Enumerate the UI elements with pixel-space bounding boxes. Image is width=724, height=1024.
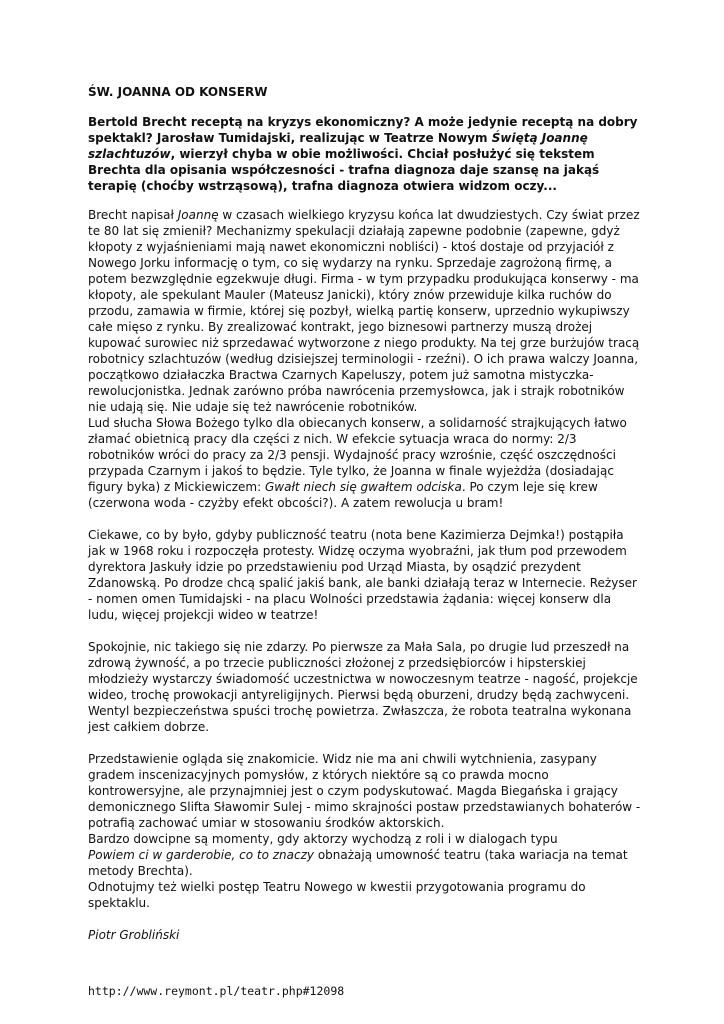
paragraph-7-text: obnażają umowność teatru (taka wariacja na temat metody Brechta).: [88, 848, 628, 878]
paragraph-1-text-continued: w czasach wielkiego kryzysu końca lat dwudziestych. Czy świat przez te 80 lat się zmienił? Mechanizmy spekulacji działają zapewne podobnie (zapewne, gdyż kłopoty z wyjaśnieniami mają nawet ekonomiczni nobliści) - ktoś dostaje od przyjaciół z Nowego Jorku informację o tym, co się wydarzy na rynku. Sprzedaje zagrożoną firmę, a potem bezwzględnie egzekwuje długi. Firma - w tym przypadku produkująca konserwy - ma kłopoty, ale spekulant Mauler (Mateusz Janicki), który znów przewiduje kilka ruchów do przodu, zamawia w firmie, której się pozbył, wielką partię konserw, uprzednio wykupiwszy całe mięso z rynku. By zrealizować kontrakt, jego biznesowi partnerzy muszą drożej kupować surowiec niż sprzedawać wytworzone z niego produkty. Na tej grze burżujów tracą robotnicy szlachtuzów (według dzisiejszej terminologii - rzeźni). O ich prawa walczy Joanna, początkowo działaczka Bractwa Czarnych Kapeluszy, potem już samotna mistyczka-rewolucjonistka. Jednak zarówno próba nawrócenia przemysłowca, jak i strajk robotników nie udają się. Nie udaje się też nawrócenie robotników.: [88, 208, 640, 414]
body-section-3: [88, 639, 644, 735]
paragraph-4: Spokojnie, nic takiego się nie zdarzy. Po pierwsze za Mała Sala, po drugie lud przeszedł na zdrową żywność, a po trzecie publiczności złożonej z przedsiębiorców i hipsterskiej młodzieży wystarczy świadomość uczestnictwa w nowoczesnym teatrze - nagość, projekcje wideo, trochę prowokacji antyreligijnych. Pierwsi będą oburzeni, drudzy będą zachwyceni. Wentyl bezpieczeństwa spuści trochę powietrza. Zwłaszcza, że robota teatralna wykonana jest całkiem dobrze.: [88, 640, 638, 734]
paragraph-7-quote: Powiem ci w garderobie, co to znaczy: [88, 848, 315, 862]
paragraph-1-text: Brecht napisał: [88, 208, 178, 222]
paragraph-1: [88, 207, 644, 415]
body-section-2: [88, 527, 644, 623]
lead-text: Bertold Brecht receptą na kryzys ekonomiczny? A może jedynie receptą na dobry spektakl? Jarosław Tumidajski, realizując w Teatrze Nowym: [88, 115, 638, 145]
paragraph-2-text-continued: . Po czym leje się krew (czerwona woda - czyżby efekt obcości?). A zatem rewolucja u bram!: [88, 480, 598, 510]
paragraph-2-quote: Gwałt niech się gwałtem odciska: [264, 480, 462, 494]
article-author: Piotr Grobliński: [88, 928, 180, 942]
paragraph-7: [88, 847, 644, 879]
article-lead: [88, 114, 644, 194]
source-url: http://www.reymont.pl/teatr.php#12098: [88, 984, 345, 998]
article-title: ŚW. JOANNA OD KONSERW: [88, 85, 268, 99]
document-page: [88, 84, 644, 999]
paragraph-1-italic: Joannę: [177, 208, 219, 222]
paragraph-3: Ciekawe, co by było, gdyby publiczność teatru (nota bene Kazimierza Dejmka!) postąpiła jak w 1968 roku i rozpoczęła protesty. Widzę oczyma wyobraźni, jak tłum pod przewodem dyrektora Jaskuły idzie po przedstawieniu pod Urząd Miasta, by osądzić prezydent Zdanowską. Po drodze chcą spalić jakiś bank, ale banki działają teraz w Internecie. Reżyser - nomen omen Tumidajski - na placu Wolności przedstawia żądania: więcej konserw dla ludu, więcej projekcji wideo w teatrze!: [88, 528, 637, 622]
lead-text-continued: , wierzył chyba w obie możliwości. Chciał posłużyć się tekstem Brechta dla opisania współczesności - trafna diagnoza daje szansę na jakąś terapię (choćby wstrząsową), trafna diagnoza otwiera widzom oczy...: [88, 147, 600, 193]
body-section-1: [88, 207, 644, 511]
paragraph-6: Bardzo dowcipne są momenty, gdy aktorzy wychodzą z roli i w dialogach typu: [88, 832, 558, 846]
paragraph-2: [88, 415, 644, 511]
paragraph-2-text: Lud słucha Słowa Bożego tylko dla obiecanych konserw, a solidarność strajkujących łatwo złamać obietnicą pracy dla części z nich. W efekcie sytuacja wraca do normy: 2/3 robotników wróci do pracy za 2/3 pensji. Wydajność pracy wzrośnie, część oszczędności przypada Czarnym i jakoś to będzie. Tyle tylko, że Joanna w finale wyjeżdża (dosiadając figury byka) z Mickiewiczem:: [88, 416, 627, 494]
lead-play-title: Świętą Joannę szlachtuzów: [88, 131, 588, 161]
paragraph-8: Odnotujmy też wielki postęp Teatru Nowego w kwestii przygotowania programu do spektaklu.: [88, 880, 586, 910]
body-section-4: [88, 751, 644, 911]
paragraph-5: Przedstawienie ogląda się znakomicie. Widz nie ma ani chwili wytchnienia, zasypany gradem inscenizacyjnych pomysłów, z których niektóre są co prawda mocno kontrowersyjne, ale przynajmniej jest o czym podyskutować. Magda Biegańska i grający demonicznego Slifta Sławomir Sulej - mimo skrajności postaw przedstawianych bohaterów - potrafią zachować umiar w stosowaniu środków aktorskich.: [88, 752, 641, 830]
